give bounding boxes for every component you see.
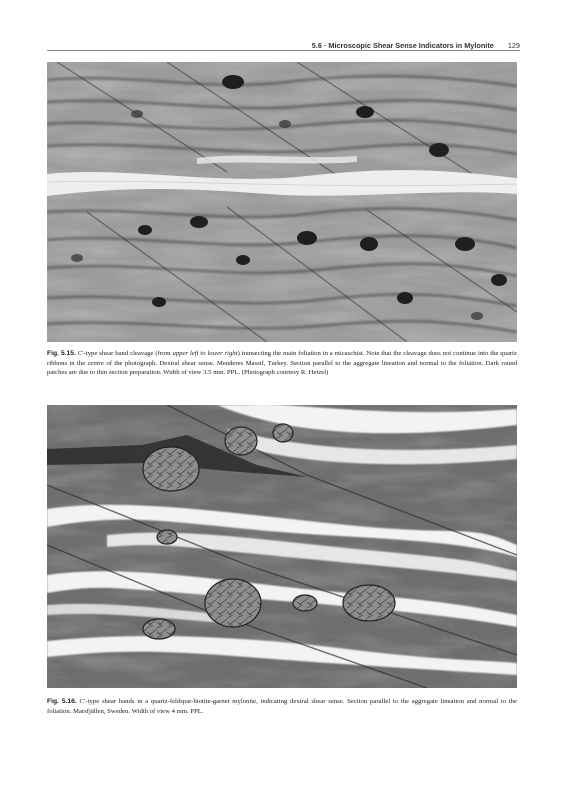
- micrograph-micaschist: [47, 62, 517, 342]
- section-title: 5.6 · Microscopic Shear Sense Indicators in Mylonite: [311, 40, 494, 50]
- figure-caption: [47, 697, 517, 716]
- caption-text: of the photograph. Dextral shear sense. Menderes Massif, Turkey. Section parallel to the aggregate lineation and normal to the foliation. Dark round patches are due to thin section preparation. Width of view 3.5 mm. PPL. (Photograph courtesy R. Hetzel): [47, 359, 517, 377]
- figure-label: Fig. 5.16.: [47, 698, 77, 705]
- caption-text: C′-type shear band cleavage (from: [75, 350, 173, 357]
- caption-emphasis: upper left: [172, 350, 199, 357]
- micrograph-mylonite: [47, 405, 517, 688]
- figure-label: Fig. 5.15.: [47, 350, 76, 357]
- figure-caption: [47, 349, 517, 378]
- caption-text: C′-type shear bands in a quartz-feldspar-biotite-garnet mylonite, indicating dextral shear sense. Section parallel to the aggregate lineation and normal to the foliation. Marsfjällen, Sweden. Width of view 4 mm. PPL.: [47, 698, 517, 715]
- caption-emphasis: lower right: [207, 350, 238, 357]
- caption-emphasis: centre: [87, 359, 105, 367]
- header-rule: [47, 50, 520, 51]
- caption-text: to: [198, 350, 208, 357]
- caption-text: ) transecting the main foliation in a micaschist. Note that the cleavage does not continue into the quartz ribbons in the: [47, 350, 517, 367]
- page-number: 129: [507, 40, 520, 50]
